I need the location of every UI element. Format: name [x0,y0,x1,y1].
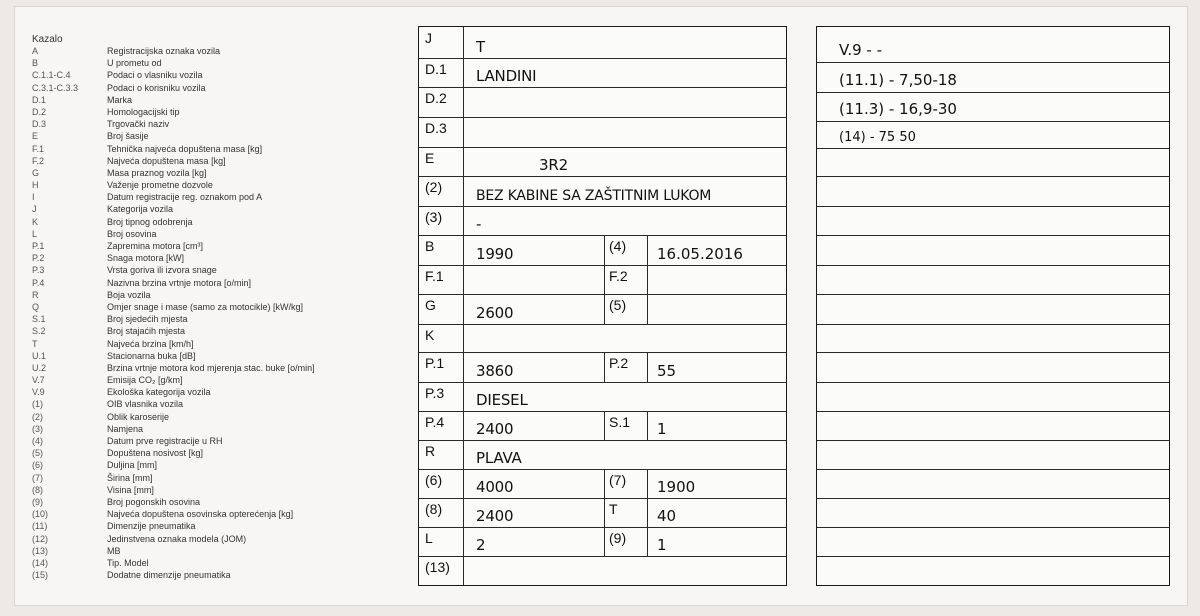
row-8 [419,498,786,528]
field-value-J: T [476,38,485,56]
field-label: S.1 [609,414,631,430]
legend-code: P.3 [32,265,45,276]
legend-desc: Broj osovina [107,228,157,239]
legend-code: D.1 [32,94,47,105]
field-value-D1: LANDINI [476,67,537,85]
field-label: D.3 [425,120,447,136]
legend-code: D.2 [32,106,47,117]
legend-code: I [32,192,35,203]
legend-item [32,94,392,106]
legend-item [32,191,392,203]
row-B [419,235,786,266]
legend-desc: Stacionarna buka [dB] [107,350,196,361]
row-P1 [419,352,786,383]
field-label: P.4 [425,414,445,430]
legend-code: (3) [32,423,43,434]
field-label: D.2 [425,90,447,106]
legend-list [32,45,392,581]
extra-row [817,62,1169,93]
legend-desc: Najveća dopuštena masa [kg] [107,155,226,166]
field-label: (13) [425,559,450,575]
legend-code: U.1 [32,350,47,361]
legend-desc: Snaga motora [kW] [107,253,185,264]
legend-desc: Jedinstvena oznaka modela (JOM) [107,533,247,544]
legend-code: (11) [32,521,48,532]
row-D1 [419,58,786,88]
legend-item [32,289,392,301]
extra-text: V.9 - - [839,41,883,59]
legend-desc: Dodatne dimenzije pneumatika [107,570,231,581]
legend-desc: Dimenzije pneumatika [107,521,196,532]
field-label: L [425,530,433,546]
extra-row [817,265,1169,295]
legend-desc: Duljina [mm] [107,460,158,471]
extra-text: (11.3) - 16,9-30 [839,100,957,118]
field-value-7: 1900 [657,478,696,496]
extra-text: (11.1) - 7,50-18 [839,71,957,89]
legend-code: (7) [32,472,43,483]
legend-item [32,45,392,57]
legend-item [32,69,392,81]
extra-row [817,382,1169,412]
field-value-R: PLAVA [476,449,522,467]
legend-index [32,34,392,581]
extra-row [817,27,1169,63]
legend-desc: Boja vozila [107,289,151,300]
legend-code: Q [32,301,40,312]
field-label: J [425,30,432,46]
legend-item [32,508,392,520]
legend-desc: Trgovački naziv [107,119,170,130]
legend-code: (9) [32,496,43,507]
legend-item [32,240,392,252]
field-value-P3: DIESEL [476,391,528,409]
legend-desc: Datum registracije reg. oznakom pod A [107,192,263,203]
field-value-P4: 2400 [476,420,514,438]
additional-data-grid [816,26,1170,586]
legend-item [32,167,392,179]
field-label: (3) [425,209,443,225]
field-label: P.1 [425,355,445,371]
extra-row [817,440,1169,470]
legend-desc: Broj stajaćih mjesta [107,326,186,337]
field-value-T: 40 [657,507,677,525]
field-value-P2: 55 [657,362,677,380]
legend-desc: Registracijska oznaka vozila [107,46,221,56]
row-P4 [419,411,786,441]
legend-code: P.2 [32,253,45,264]
field-value-6: 4000 [476,478,514,496]
extra-row [817,148,1169,177]
legend-title: Kazalo [32,34,63,45]
legend-desc: Zapremina motora [cm³] [107,241,204,251]
legend-code: (4) [32,436,43,446]
legend-item [32,520,392,532]
legend-desc: Broj tipnog odobrenja [107,216,193,227]
extra-row [817,352,1169,383]
legend-item [32,252,392,264]
legend-code: V.7 [32,375,45,386]
field-label: E [425,150,435,166]
extra-row [817,411,1169,441]
legend-desc: Broj pogonskih osovina [107,496,201,507]
legend-desc: Tehnička najveća dopuštena masa [kg] [107,143,263,154]
legend-code: P.1 [32,241,45,251]
legend-code: B [32,58,39,69]
legend-item [32,398,392,410]
legend-code: V.9 [32,387,45,398]
legend-code: S.2 [32,326,46,337]
legend-desc: Broj sjedećih mjesta [107,314,188,325]
legend-code: (15) [32,570,49,581]
field-value-2: BEZ KABINE SA ZAŠTITNIM LUKOM [476,188,712,204]
row-L [419,527,786,557]
extra-row [817,498,1169,528]
legend-code: G [32,167,40,178]
field-label: (9) [609,530,627,546]
legend-item [32,143,392,155]
legend-desc: Marka [107,94,133,105]
legend-desc: Datum prve registracije u RH [107,436,223,446]
legend-code: (2) [32,411,43,422]
legend-item [32,277,392,289]
legend-code: C.1.1-C.4 [32,70,71,81]
row-D2 [419,87,786,118]
legend-item [32,301,392,313]
legend-desc: Brzina vrtnje motora kod mjerenja stac. buke [o/min] [107,362,315,373]
field-value-S1: 1 [657,420,667,438]
legend-code: F.1 [32,143,45,154]
legend-desc: Ekološka kategorija vozila [107,387,211,398]
extra-row [817,121,1169,149]
field-value-E: 3R2 [539,156,568,174]
legend-desc: Visina [mm] [107,484,154,495]
legend-item [32,386,392,398]
legend-item [32,179,392,191]
field-value-9: 1 [657,536,667,554]
legend-code: D.3 [32,119,47,130]
legend-item [32,557,392,569]
field-label: D.1 [425,61,447,77]
legend-code: E [32,131,39,142]
legend-item [32,533,392,545]
legend-code: L [32,228,38,239]
legend-desc: Nazivna brzina vrtnje motora [o/min] [107,277,252,288]
field-label: F.2 [609,268,628,284]
legend-code: K [32,216,39,227]
row-6 [419,469,786,499]
legend-desc: Najveća dopuštena osovinska opterećenja [kg] [107,509,294,520]
legend-code: F.2 [32,155,45,166]
legend-item [32,569,392,581]
legend-item [32,374,392,386]
field-label: F.1 [425,268,444,284]
vehicle-data-grid [418,26,787,586]
legend-code: R [32,289,39,300]
legend-code: C.3.1-C.3.3 [32,82,79,93]
legend-item [32,313,392,325]
legend-desc: Emisija CO₂ [g/km] [107,375,183,386]
field-label: (4) [609,238,627,254]
legend-desc: Omjer snage i mase (samo za motocikle) [kW/kg] [107,301,304,312]
field-label: T [609,501,618,517]
legend-desc: Najveća brzina [km/h] [107,338,194,349]
legend-code: A [32,46,39,56]
legend-code: H [32,180,39,191]
legend-code: (10) [32,509,49,520]
legend-item [32,496,392,508]
legend-item [32,155,392,167]
legend-item [32,411,392,423]
legend-item [32,106,392,118]
legend-item [32,325,392,337]
legend-desc: Namjena [107,423,144,434]
field-value-B: 1990 [476,245,514,263]
legend-item [32,338,392,350]
legend-item [32,423,392,435]
field-value-L: 2 [476,536,486,554]
legend-item [32,362,392,374]
legend-code: (13) [32,545,49,556]
legend-item [32,459,392,471]
extra-row [817,324,1169,353]
field-label: R [425,443,436,459]
legend-item [32,82,392,94]
row-2 [419,176,786,207]
row-K [419,324,786,353]
legend-code: (1) [32,399,43,410]
legend-desc: OIB vlasnika vozila [107,399,184,410]
row-J [419,27,786,59]
field-label: G [425,297,436,313]
extra-row [817,294,1169,325]
row-F1 [419,265,786,295]
legend-item [32,57,392,69]
legend-item [32,264,392,276]
legend-item [32,545,392,557]
field-label: (7) [609,472,627,488]
legend-item [32,350,392,362]
legend-desc: Podaci o korisniku vozila [107,82,206,93]
legend-desc: Broj šasije [107,131,149,142]
legend-code: S.1 [32,314,46,325]
row-E [419,147,786,177]
legend-desc: U prometu od [107,58,162,69]
legend-desc: Vrsta goriva ili izvora snage [107,265,217,276]
legend-code: (14) [32,557,49,568]
field-label: (6) [425,472,443,488]
legend-desc: Širina [mm] [107,472,153,483]
legend-desc: Oblik karoserije [107,411,170,422]
row-P3 [419,382,786,412]
legend-code: (5) [32,448,43,459]
legend-item [32,118,392,130]
legend-code: P.4 [32,277,45,288]
row-R [419,440,786,470]
row-D3 [419,117,786,148]
extra-row [817,527,1169,557]
legend-item [32,435,392,447]
legend-desc: Važenje prometne dozvole [107,180,213,191]
field-label: (8) [425,501,443,517]
legend-desc: Tip. Model [107,557,149,568]
field-label: B [425,238,435,254]
field-value-G: 2600 [476,304,514,322]
legend-item [32,447,392,459]
legend-code: (8) [32,484,43,495]
legend-item [32,203,392,215]
field-value-3: - [476,215,482,233]
legend-item [32,216,392,228]
row-G [419,294,786,325]
legend-desc: Podaci o vlasniku vozila [107,70,203,81]
field-value-4: 16.05.2016 [657,245,743,263]
legend-item [32,228,392,240]
legend-item [32,472,392,484]
field-value-8: 2400 [476,507,514,525]
extra-row [817,176,1169,207]
legend-item [32,484,392,496]
legend-desc: Homologacijski tip [107,106,180,117]
legend-desc: Kategorija vozila [107,204,174,215]
field-label: (2) [425,179,443,195]
extra-row [817,206,1169,236]
row-3 [419,206,786,236]
field-label: K [425,327,435,343]
legend-item [32,130,392,142]
legend-desc: MB [107,545,121,556]
extra-row [817,235,1169,266]
legend-code: (6) [32,460,43,471]
field-label: P.2 [609,355,629,371]
legend-code: U.2 [32,362,47,373]
legend-desc: Dopuštena nosivost [kg] [107,448,204,459]
legend-code: J [32,204,37,215]
extra-row [817,469,1169,499]
field-label: P.3 [425,385,445,401]
field-value-P1: 3860 [476,362,514,380]
extra-text: (14) - 75 50 [839,130,916,145]
row-13 [419,556,786,585]
legend-code: (12) [32,533,49,544]
legend-desc: Masa praznog vozila [kg] [107,167,207,178]
field-label: (5) [609,297,627,313]
extra-row [817,556,1169,585]
extra-row [817,92,1169,122]
legend-code: T [32,338,38,349]
